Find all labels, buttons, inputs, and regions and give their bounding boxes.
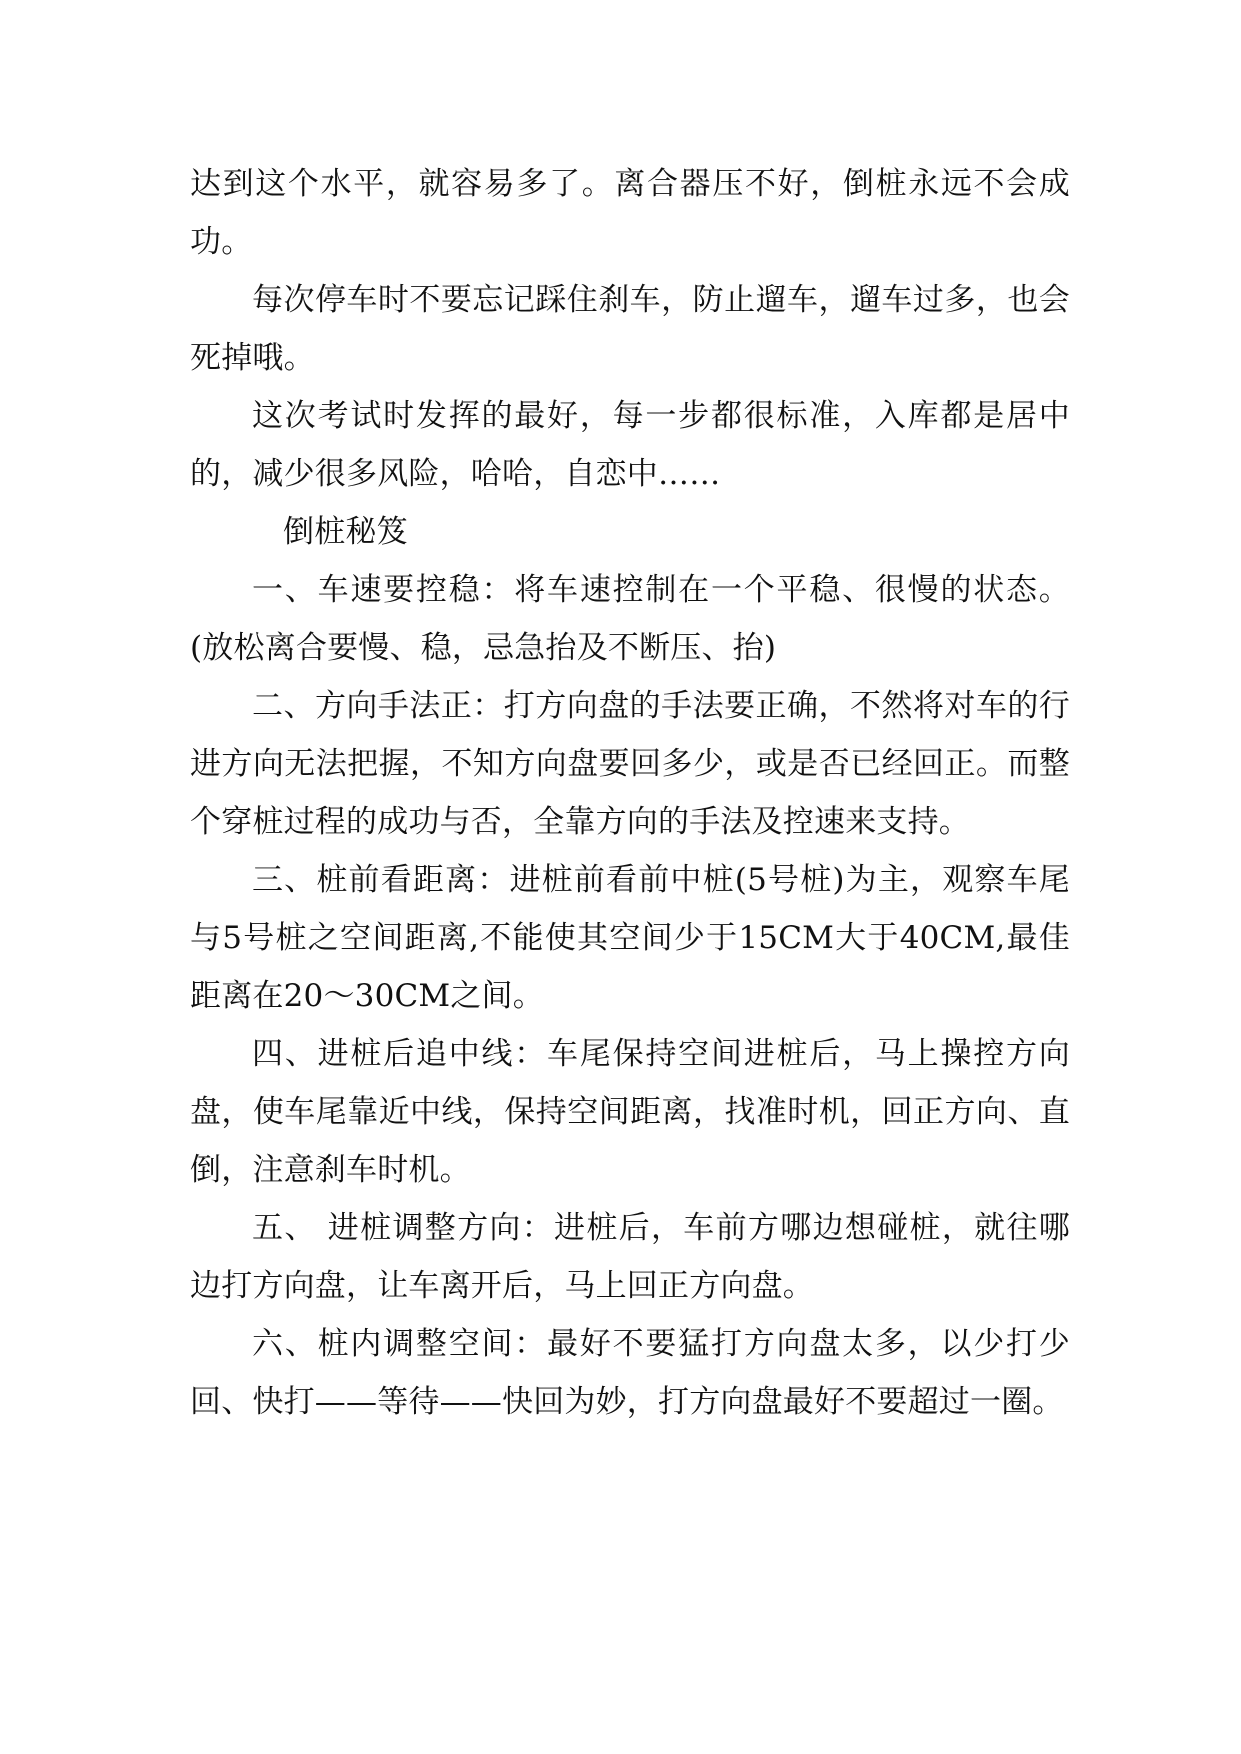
paragraph-tip-6: 六、桩内调整空间：最好不要猛打方向盘太多，以少打少回、快打——等待——快回为妙，打方向盘最好不要超过一圈。 (190, 1326, 1070, 1420)
paragraph-brake-tip: 每次停车时不要忘记踩住刹车，防止遛车，遛车过多，也会死掉哦。 (190, 282, 1070, 376)
paragraph-tip-1: 一、车速要控稳：将车速控制在一个平稳、很慢的状态。(放松离合要慢、稳，忌急抬及不断压、抬) (190, 572, 1070, 666)
document-body (190, 155, 1070, 1431)
section-heading: 倒桩秘笈 (283, 514, 408, 550)
paragraph-tip-4: 四、进桩后追中线：车尾保持空间进桩后，马上操控方向盘，使车尾靠近中线，保持空间距离，找准时机，回正方向、直倒，注意刹车时机。 (190, 1036, 1070, 1188)
paragraph-continuation: 达到这个水平，就容易多了。离合器压不好，倒桩永远不会成功。 (190, 166, 1070, 260)
paragraph-exam-experience: 这次考试时发挥的最好，每一步都很标准，入库都是居中的，减少很多风险，哈哈，自恋中…… (190, 398, 1070, 492)
paragraph-tip-2: 二、方向手法正：打方向盘的手法要正确，不然将对车的行进方向无法把握，不知方向盘要回多少，或是否已经回正。而整个穿桩过程的成功与否，全靠方向的手法及控速来支持。 (190, 688, 1070, 840)
paragraph-tip-5: 五、 进桩调整方向：进桩后，车前方哪边想碰桩，就往哪边打方向盘，让车离开后，马上回正方向盘。 (190, 1210, 1070, 1304)
paragraph-tip-3: 三、桩前看距离：进桩前看前中桩(5号桩)为主，观察车尾与5号桩之空间距离,不能使其空间少于15CM大于40CM,最佳距离在20～30CM之间。 (190, 862, 1070, 1014)
